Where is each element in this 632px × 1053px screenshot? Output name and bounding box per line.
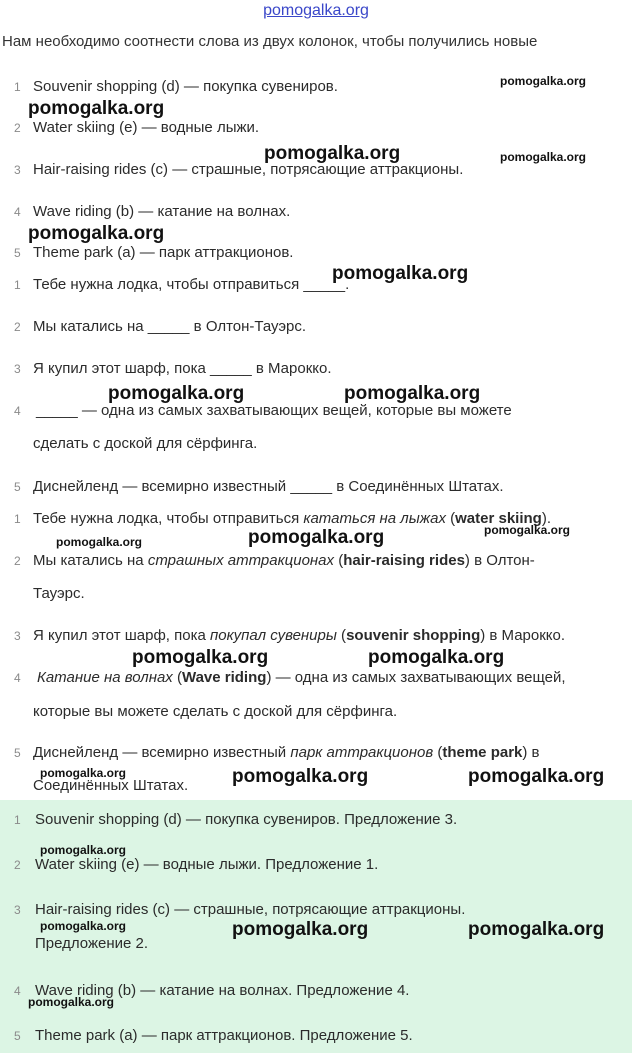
item-number: 5 <box>14 746 21 760</box>
watermark: pomogalka.org <box>500 74 587 88</box>
item-text: Тебе нужна лодка, чтобы отправиться _____. <box>33 276 350 293</box>
item-text: Катание на волнах (Wave riding) — одна из самых захватывающих вещей, <box>37 669 566 686</box>
watermark: pomogalka.org <box>468 766 605 787</box>
item-number: 3 <box>14 629 21 643</box>
watermark: pomogalka.org <box>28 98 165 119</box>
item-text: сделать с доской для сёрфинга. <box>33 435 258 452</box>
item-number: 3 <box>14 163 21 177</box>
item-number: 4 <box>14 671 21 685</box>
item-text: Hair-raising rides (c) — страшные, потрясающие аттракционы. <box>33 161 464 178</box>
watermark: pomogalka.org <box>28 223 165 244</box>
item-number: 1 <box>14 278 21 292</box>
item-text: Предложение 2. <box>35 935 149 952</box>
watermark: pomogalka.org <box>132 647 269 668</box>
item-text: Диснейленд — всемирно известный _____ в Соединённых Штатах. <box>33 478 504 495</box>
item-number: 1 <box>14 512 21 526</box>
item-text: Wave riding (b) — катание на волнах. Предложение 4. <box>35 982 410 999</box>
item-text: которые вы можете сделать с доской для сёрфинга. <box>33 703 398 720</box>
item-number: 4 <box>14 984 21 998</box>
intro-text: Нам необходимо соотнести слова из двух колонок, чтобы получились новые <box>2 33 538 50</box>
watermark: pomogalka.org <box>232 919 369 940</box>
item-text: Диснейленд — всемирно известный парк аттракционов (theme park) в <box>33 744 540 761</box>
item-number: 4 <box>14 404 21 418</box>
item-number: 2 <box>14 121 21 135</box>
item-text: Souvenir shopping (d) — покупка сувениров. <box>33 78 338 95</box>
item-number: 4 <box>14 205 21 219</box>
watermark: pomogalka.org <box>344 383 481 404</box>
item-number: 5 <box>14 1029 21 1043</box>
item-number: 5 <box>14 246 21 260</box>
watermark: pomogalka.org <box>332 263 469 284</box>
item-text: Wave riding (b) — катание на волнах. <box>33 203 291 220</box>
item-number: 1 <box>14 80 21 94</box>
item-number: 2 <box>14 320 21 334</box>
item-text: Theme park (a) — парк аттракционов. <box>33 244 294 261</box>
watermark: pomogalka.org <box>248 527 385 548</box>
item-text: Souvenir shopping (d) — покупка сувениров. Предложение 3. <box>35 811 458 828</box>
item-number: 3 <box>14 362 21 376</box>
item-number: 1 <box>14 813 21 827</box>
item-number: 5 <box>14 480 21 494</box>
item-text: _____ — одна из самых захватывающих вещей, которые вы можете <box>36 402 512 419</box>
item-text: Hair-raising rides (c) — страшные, потрясающие аттракционы. <box>35 901 466 918</box>
item-text: Я купил этот шарф, пока _____ в Марокко. <box>33 360 332 377</box>
item-text: Мы катались на _____ в Олтон-Тауэрс. <box>33 318 307 335</box>
item-text: Тебе нужна лодка, чтобы отправиться кататься на лыжах (water skiing). <box>33 510 552 527</box>
watermark: pomogalka.org <box>28 995 115 1009</box>
watermark: pomogalka.org <box>56 535 143 549</box>
watermark: pomogalka.org <box>264 143 401 164</box>
item-number: 2 <box>14 858 21 872</box>
item-text: Мы катались на страшных аттракционах (hair-raising rides) в Олтон- <box>33 552 535 569</box>
item-number: 2 <box>14 554 21 568</box>
watermark: pomogalka.org <box>40 919 127 933</box>
watermark: pomogalka.org <box>500 150 587 164</box>
item-text: Тауэрс. <box>33 585 85 602</box>
item-text: Я купил этот шарф, пока покупал сувениры (souvenir shopping) в Марокко. <box>33 627 566 644</box>
watermark: pomogalka.org <box>40 766 127 780</box>
item-text: Theme park (a) — парк аттракционов. Предложение 5. <box>35 1027 413 1044</box>
watermark: pomogalka.org <box>368 647 505 668</box>
item-text: Water skiing (e) — водные лыжи. Предложение 1. <box>35 856 379 873</box>
item-text: Соединённых Штатах. <box>33 777 189 794</box>
item-number: 3 <box>14 903 21 917</box>
item-text: Water skiing (e) — водные лыжи. <box>33 119 260 136</box>
watermark: pomogalka.org <box>108 383 245 404</box>
watermark: pomogalka.org <box>484 523 571 537</box>
watermark: pomogalka.org <box>232 766 369 787</box>
watermark: pomogalka.org <box>40 843 127 857</box>
site-header-link[interactable]: pomogalka.org <box>263 2 369 19</box>
watermark: pomogalka.org <box>468 919 605 940</box>
